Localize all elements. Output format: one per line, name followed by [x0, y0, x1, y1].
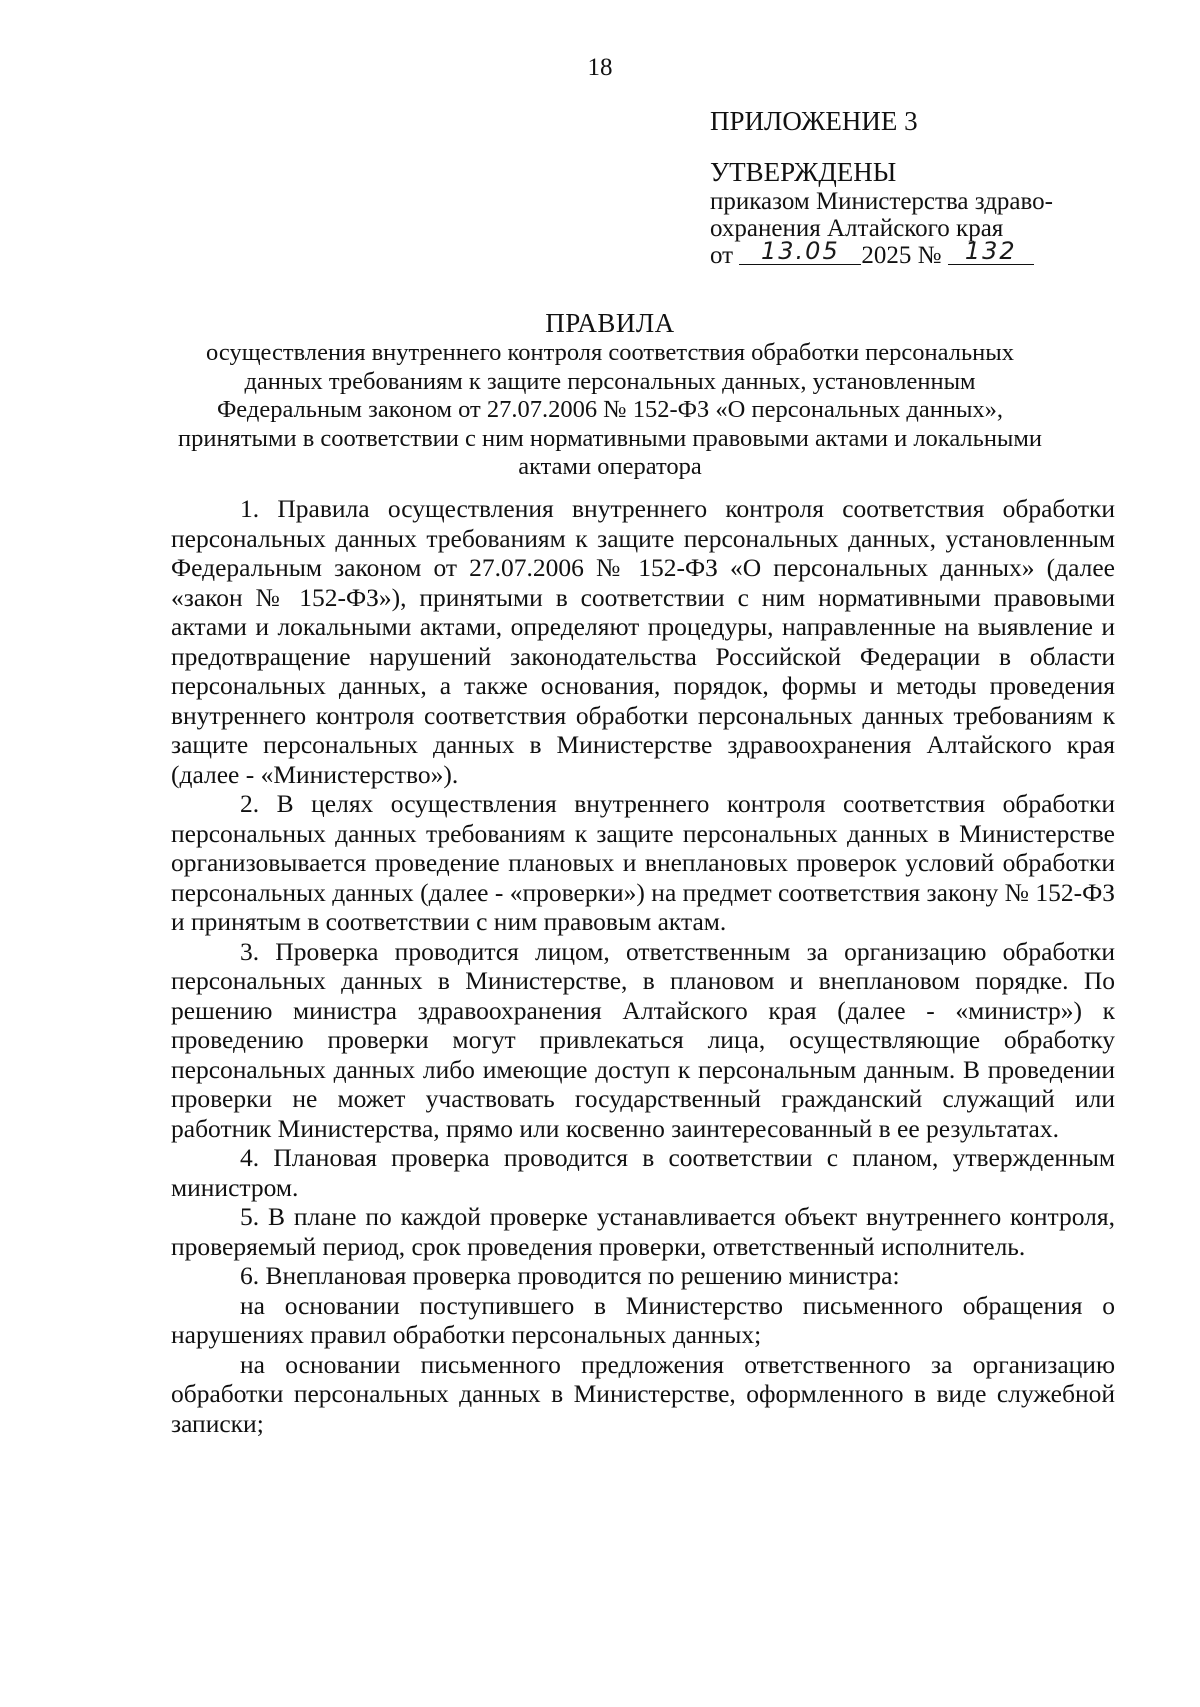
subtitle-line: принятыми в соответствии с ним нормативными правовыми актами и локальными: [177, 424, 1043, 452]
date-field: [739, 237, 861, 265]
approval-order-line-2: охранения Алтайского края: [710, 215, 1004, 242]
subtitle-line: данных требованиям к защите персональных данных, установленным: [244, 367, 976, 395]
document-body: [171, 494, 1115, 1438]
appendix-label: ПРИЛОЖЕНИЕ 3: [710, 106, 918, 136]
approval-order-line-1: приказом Министерства здраво-: [710, 188, 1053, 215]
paragraph-6: 6. Внеплановая проверка проводится по решению министра:: [240, 1261, 900, 1290]
number-field: [948, 237, 1034, 265]
paragraph-3: 3. Проверка проводится лицом, ответственным за организацию обработки персональных данных в Министерстве, в плановом и внеплановом порядке. По решению министра здравоохранения Алтайского края (далее - «министр») к проведению проверки могут привлекаться лица, осуществляющие обработку персональных данных либо имеющие доступ к персональным данным. В проведении проверки не может участвовать государственный гражданский служащий или работник Министерства, прямо или косвенно заинтересованный в ее результатах.: [171, 936, 1115, 1143]
document-title-block: [150, 307, 1070, 482]
subtitle-line: осуществления внутреннего контроля соответствия обработки персональных: [206, 339, 1014, 366]
subtitle-line: актами оператора: [518, 453, 702, 480]
paragraph-1: 1. Правила осуществления внутреннего контроля соответствия обработки персональных данных требованиям к защите персональных данных, установленным Федеральным законом от 27.07.2006 № 152-ФЗ «О персональных данных» (далее «закон № 152-ФЗ»), принятыми в соответствии с ним нормативными правовыми актами и локальными актами, определяют процедуры, направленные на выявление и предотвращение нарушений законодательства Российской Федерации в области персональных данных, а также основания, порядок, формы и методы проведения внутреннего контроля соответствия обработки персональных данных требованиям к защите персональных данных в Министерстве здравоохранения Алтайского края (далее - «Министерство»).: [171, 494, 1115, 789]
date-prefix: от: [710, 242, 734, 269]
paragraph-6-item-1: на основании поступившего в Министерство письменного обращения о нарушениях правил обработки персональных данных;: [171, 1290, 1115, 1349]
document-title: ПРАВИЛА: [545, 308, 675, 338]
handwritten-number: 132: [964, 237, 1017, 265]
page-number: 18: [587, 54, 613, 81]
handwritten-date: 13.05: [761, 237, 840, 265]
approval-date-line: [710, 237, 1110, 269]
paragraph-6-item-2: на основании письменного предложения ответственного за организацию обработки персональных данных в Министерстве, оформленного в виде служебной записки;: [171, 1349, 1115, 1438]
year-number-label: 2025 №: [861, 242, 942, 269]
approval-block: [710, 108, 1110, 269]
paragraph-5: 5. В плане по каждой проверке устанавливается объект внутреннего контроля, проверяемый период, срок проведения проверки, ответственный исполнитель.: [171, 1202, 1115, 1261]
paragraph-4: 4. Плановая проверка проводится в соответствии с планом, утвержденным министром.: [171, 1143, 1115, 1202]
approved-label: УТВЕРЖДЕНЫ: [710, 157, 897, 187]
subtitle-line: Федеральным законом от 27.07.2006 № 152-ФЗ «О персональных данных»,: [216, 396, 1004, 423]
paragraph-2: 2. В целях осуществления внутреннего контроля соответствия обработки персональных данных требованиям к защите персональных данных в Министерстве организовывается проведение плановых и внеплановых проверок условий обработки персональных данных (далее - «проверки») на предмет соответствия закону № 152-ФЗ и принятым в соответствии с ним правовым актам.: [171, 789, 1115, 936]
